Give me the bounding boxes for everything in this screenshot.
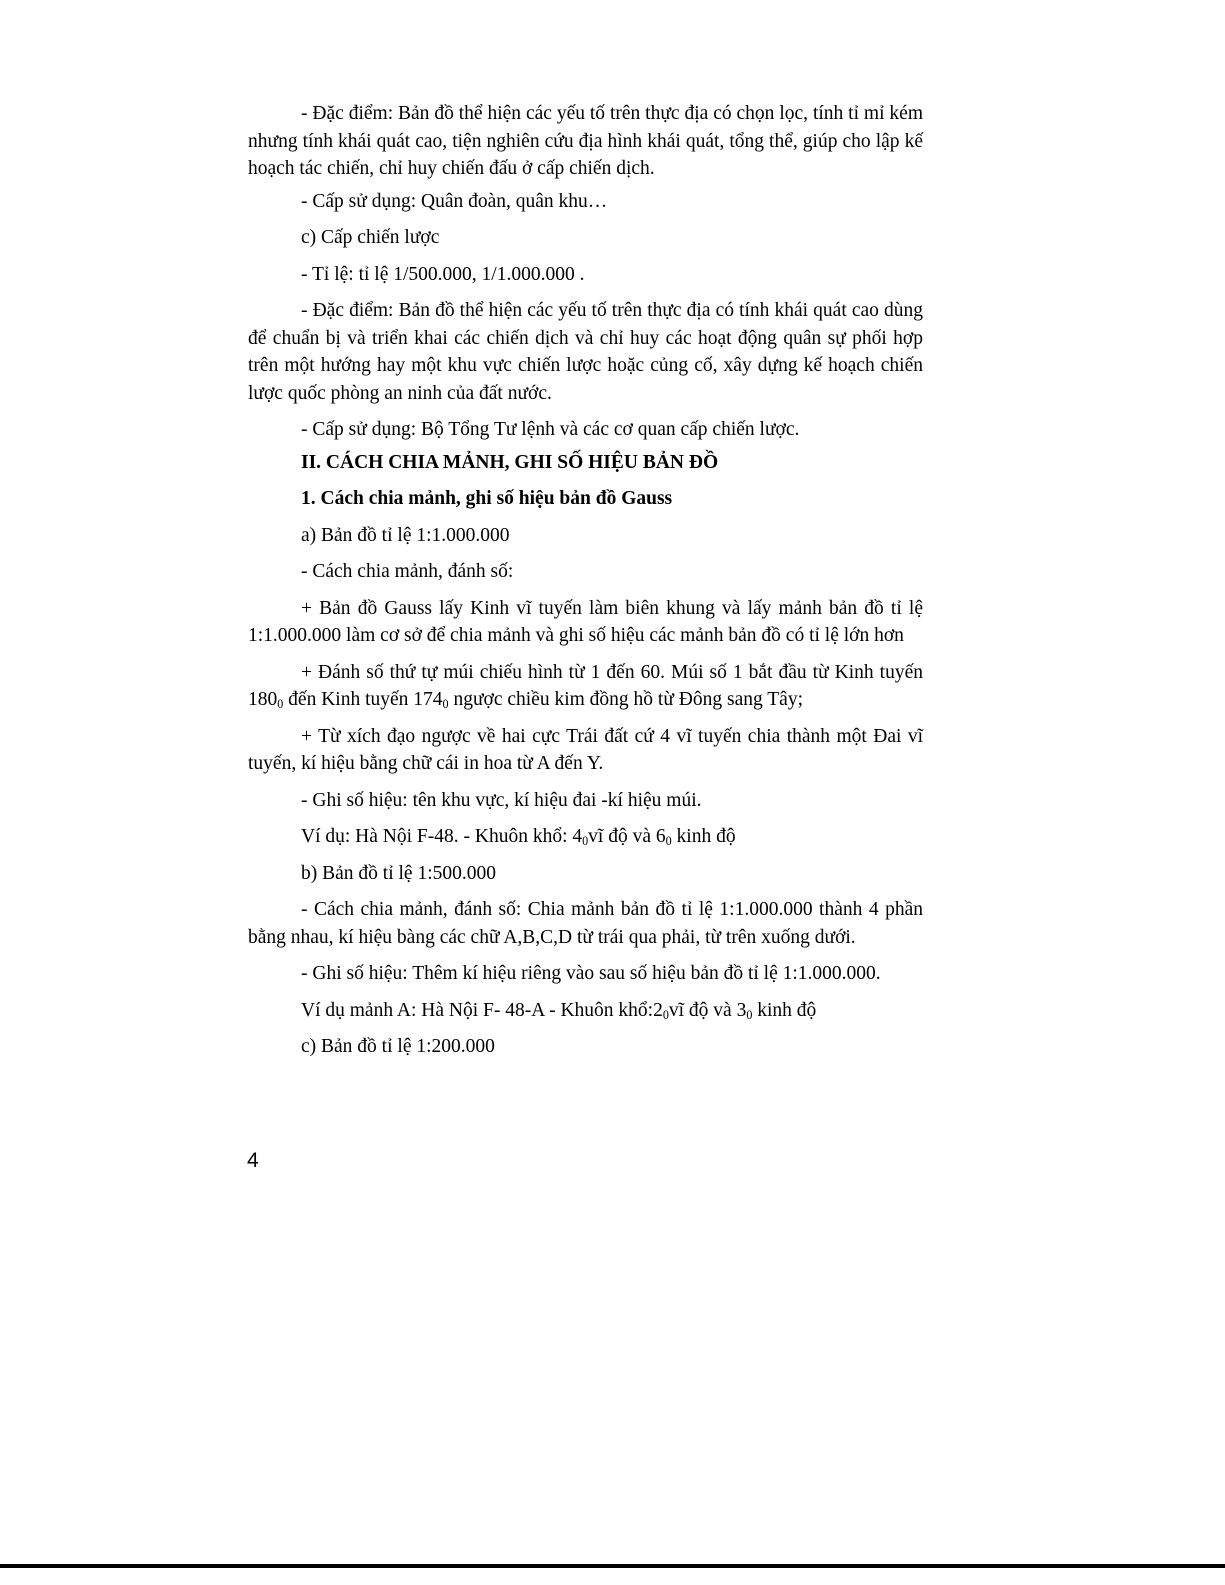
degree-subscript: 0 — [746, 1007, 753, 1022]
degree-subscript: 0 — [662, 1007, 669, 1022]
paragraph-zone-numbering — [248, 659, 923, 714]
paragraph-usage-level-campaign: - Cấp sử dụng: Quân đoàn, quân khu… — [301, 190, 608, 212]
paragraph-numbering-500000: - Ghi số hiệu: Thêm kí hiệu riêng vào sau số hiệu bản đồ tỉ lệ 1:1.000.000. — [301, 963, 881, 984]
paragraph-gauss-frame: + Bản đồ Gauss lấy Kinh vĩ tuyến làm biên khung và lấy mảnh bản đồ tỉ lệ 1:1.000.000 làm cơ sở để chia mảnh và ghi số hiệu các mảnh bản đồ có tỉ lệ lớn hơn — [248, 597, 923, 646]
subsection-heading-gauss: 1. Cách chia mảnh, ghi số hiệu bản đồ Gauss — [301, 488, 673, 509]
paragraph-scale-1-1000000: a) Bản đồ tỉ lệ 1:1.000.000 — [301, 524, 510, 546]
paragraph-division-method: - Cách chia mảnh, đánh số: — [301, 561, 514, 582]
paragraph-characteristics-strategic: - Đặc điểm: Bản đồ thể hiện các yếu tố trên thực địa có tính khái quát cao dùng để chuẩn bị và triển khai các chiến dịch và chỉ huy các hoạt động quân sự phối hợp trên một hướng hay một khu vực chiến lược hoặc củng cố, xây dựng kế hoạch chiến lược quốc phòng an ninh của đất nước. — [248, 300, 923, 404]
degree-subscript: 0 — [442, 697, 449, 712]
zone-numbering-text-b: đến Kinh tuyến 174 — [283, 689, 443, 710]
example-text-b: vĩ độ và 6 — [588, 826, 666, 847]
paragraph-sheet-numbering: - Ghi số hiệu: tên khu vực, kí hiệu đai -kí hiệu múi. — [301, 789, 702, 811]
paragraph-scale-1-500000: b) Bản đồ tỉ lệ 1:500.000 — [301, 862, 496, 884]
paragraph-example-hanoi — [248, 823, 923, 851]
paragraph-usage-level-strategic: - Cấp sử dụng: Bộ Tổng Tư lệnh và các cơ quan cấp chiến lược. — [301, 419, 800, 440]
page-bottom-border — [0, 1564, 1225, 1568]
paragraph-strategic-level-heading: c) Cấp chiến lược — [301, 227, 440, 248]
degree-subscript: 0 — [582, 834, 589, 849]
example-a-text-a: Ví dụ mảnh A: Hà Nội F- 48-A - Khuôn khổ:2 — [301, 999, 663, 1021]
zone-numbering-text-a: + Đánh số thứ tự múi chiếu hình từ 1 đến 60. Múi số 1 bắt đầu từ Kinh tuyến 180 — [248, 661, 923, 710]
paragraph-characteristics-campaign: - Đặc điểm: Bản đồ thể hiện các yếu tố trên thực địa có chọn lọc, tính tỉ mỉ kém nhưng tính khái quát cao, tiện nghiên cứu địa hình khái quát, tổng thể, giúp cho lập kế hoạch tác chiến, chỉ huy chiến đấu ở cấp chiến dịch. — [248, 103, 923, 179]
example-a-text-c: kinh độ — [752, 999, 817, 1021]
degree-subscript: 0 — [665, 834, 672, 849]
paragraph-example-sheet-a — [248, 997, 923, 1025]
paragraph-division-500000: - Cách chia mảnh, đánh số: Chia mảnh bản đồ tỉ lệ 1:1.000.000 thành 4 phần bằng nhau, kí hiệu bàng các chữ A,B,C,D từ trái qua phải, từ trên xuống dưới. — [248, 899, 923, 948]
page-number: 4 — [247, 1149, 259, 1172]
example-text-a: Ví dụ: Hà Nội F-48. - Khuôn khổ: 4 — [301, 826, 583, 847]
paragraph-latitude-belts: + Từ xích đạo ngược về hai cực Trái đất cứ 4 vĩ tuyến chia thành một Đai vĩ tuyến, kí hiệu bằng chữ cái in hoa từ A đến Y. — [248, 725, 923, 774]
zone-numbering-text-c: ngược chiều kim đồng hồ từ Đông sang Tây; — [448, 689, 803, 710]
section-heading-ii: II. CÁCH CHIA MẢNH, GHI SỐ HIỆU BẢN ĐỒ — [301, 451, 719, 473]
paragraph-scale-1-200000: c) Bản đồ tỉ lệ 1:200.000 — [301, 1036, 495, 1057]
paragraph-scale-strategic: - Tỉ lệ: tỉ lệ 1/500.000, 1/1.000.000 . — [301, 263, 585, 285]
example-text-c: kinh độ — [671, 826, 736, 847]
example-a-text-b: vĩ độ và 3 — [668, 999, 747, 1021]
document-body — [248, 100, 923, 1061]
degree-subscript: 0 — [277, 697, 284, 712]
